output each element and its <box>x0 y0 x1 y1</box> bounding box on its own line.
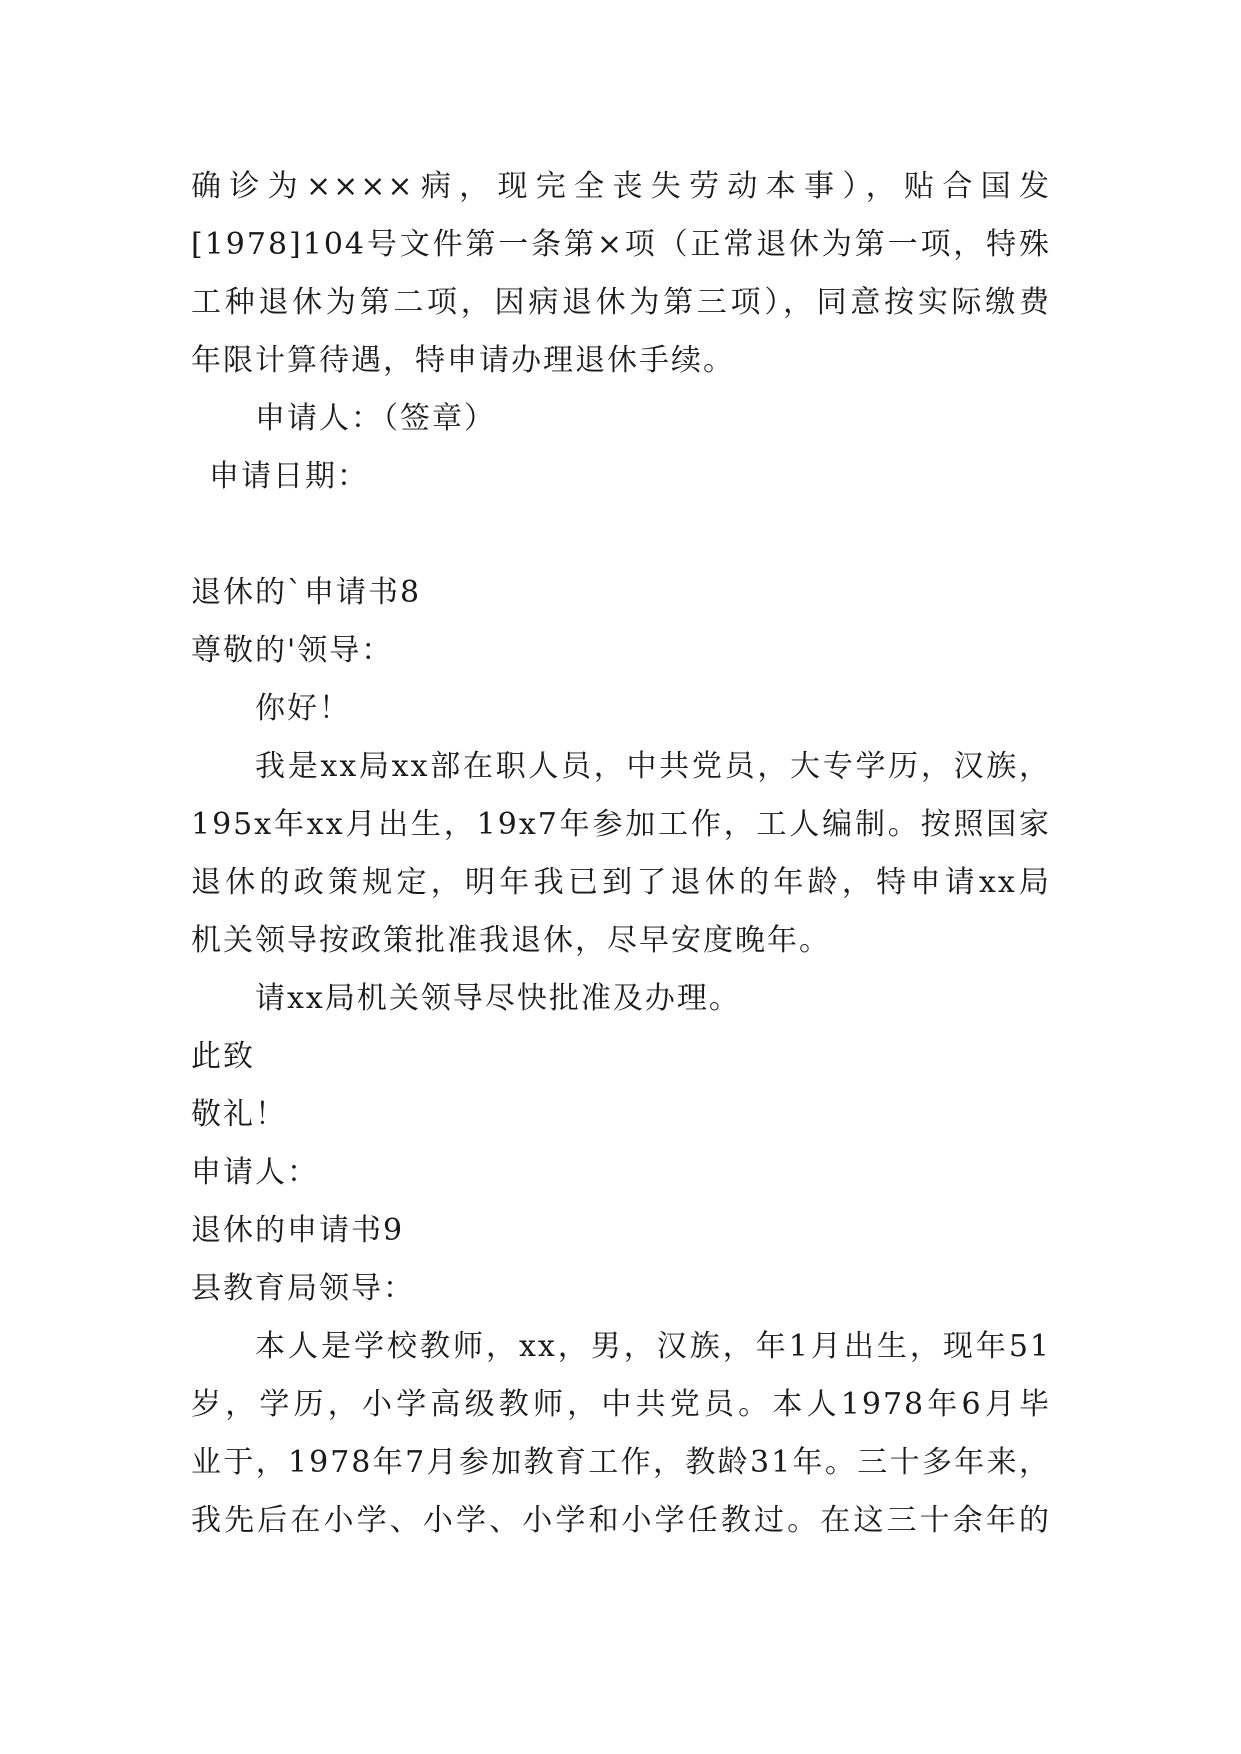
signature-line: 申请人：（签章） <box>255 401 496 436</box>
request-line: 请xx局机关领导尽快批准及办理。 <box>255 981 741 1016</box>
closing-line: 敬礼！ <box>191 1097 287 1132</box>
paragraph-line: 机关领导按政策批准我退休，尽早安度晚年。 <box>191 923 831 958</box>
section-title: 退休的`申请书8 <box>191 575 422 610</box>
salutation: 尊敬的'领导： <box>191 633 394 668</box>
paragraph-line: 我是xx局xx部在职人员，中共党员，大专学历，汉族， <box>255 749 1051 784</box>
salutation: 县教育局领导： <box>191 1271 415 1306</box>
closing-line: 此致 <box>191 1039 255 1074</box>
paragraph-line: [1978]104号文件第一条第×项（正常退休为第一项，特殊 <box>191 227 1051 262</box>
section-title: 退休的申请书9 <box>191 1213 405 1248</box>
paragraph-line: 年限计算待遇，特申请办理退休手续。 <box>191 343 735 378</box>
paragraph-line: 业于，1978年7月参加教育工作，教龄31年。三十多年来， <box>191 1445 1051 1480</box>
document-body <box>191 158 1051 1550</box>
paragraph-line: 岁，学历，小学高级教师，中共党员。本人1978年6月毕 <box>191 1387 1051 1422</box>
date-line: 申请日期： <box>209 459 369 494</box>
paragraph-line: 本人是学校教师，xx，男，汉族，年1月出生，现年51 <box>255 1329 1051 1364</box>
paragraph-line: 我先后在小学、小学、小学和小学任教过。在这三十余年的 <box>191 1503 1051 1538</box>
section-gap <box>191 506 1051 564</box>
greeting: 你好！ <box>255 691 351 726</box>
paragraph-line: 确诊为××××病，现完全丧失劳动本事），贴合国发 <box>191 169 1051 204</box>
paragraph-line: 工种退休为第二项，因病退休为第三项），同意按实际缴费 <box>191 285 1051 320</box>
paragraph-line: 退休的政策规定，明年我已到了退休的年龄，特申请xx局 <box>191 865 1051 900</box>
paragraph-line: 195x年xx月出生，19x7年参加工作，工人编制。按照国家 <box>191 807 1051 842</box>
applicant-line: 申请人： <box>191 1155 319 1190</box>
